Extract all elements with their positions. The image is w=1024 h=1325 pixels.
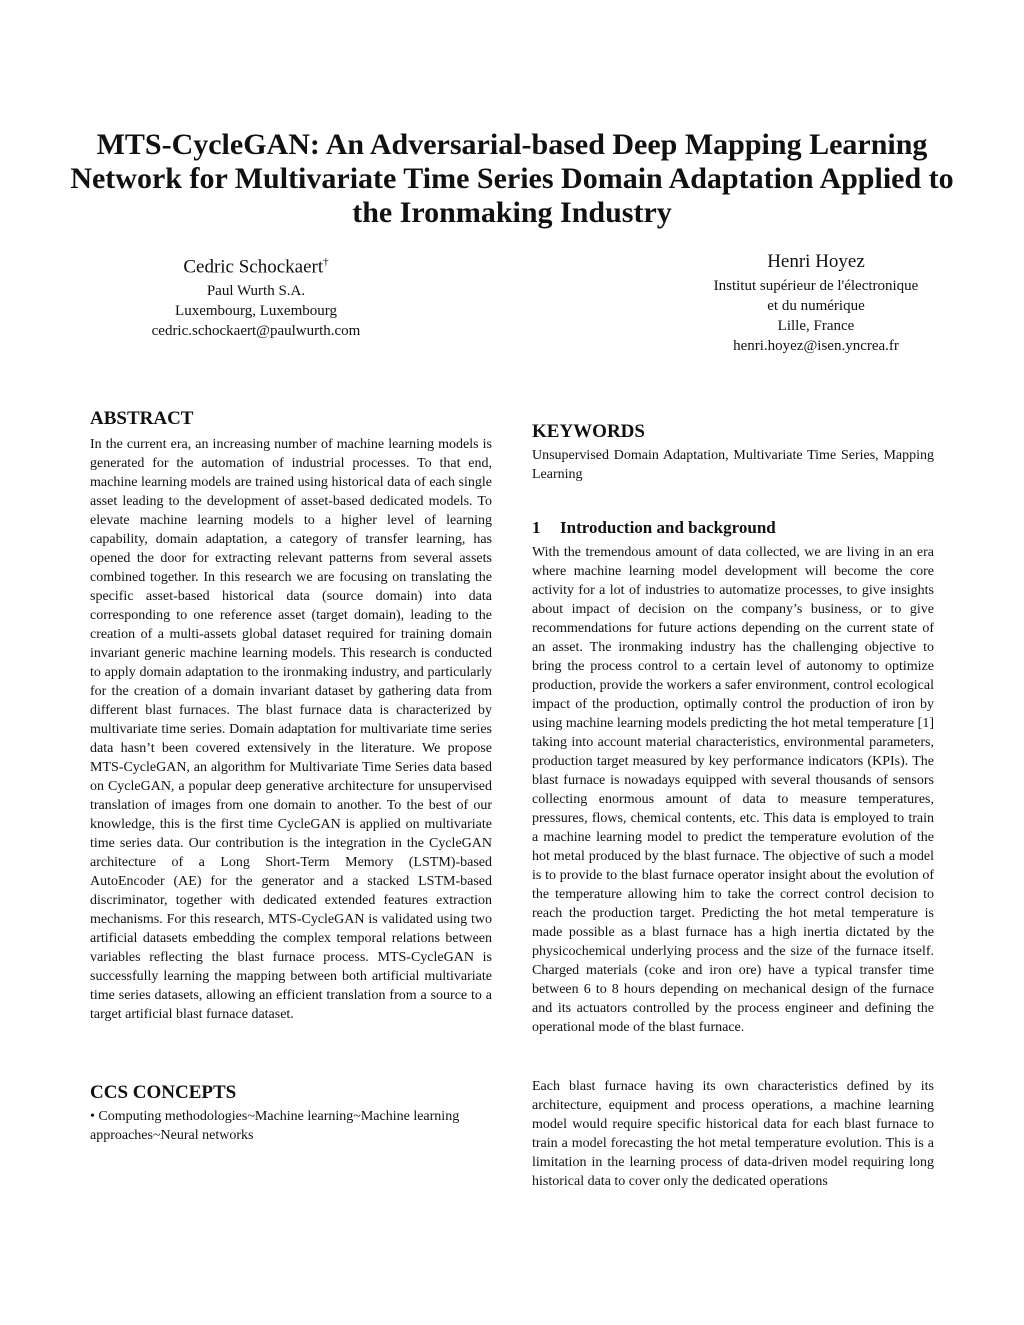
author-location: Lille, France [777,318,855,334]
author-block-2 [680,250,952,356]
abstract-text: In the current era, an increasing number of machine learning models is generated for the automation of industrial processes. To that end, machine learning models are trained using historical data of each single asset leading to the development of asset-based dedicated models. To elevate machine learning models to a higher level of learning capability, domain adaptation, a category of transfer learning, has opened the door for extracting relevant patterns from several assets combined together. In this research we are focusing on translating the specific asset-based historical data (source domain) into data corresponding to one reference asset (target domain), leading to the creation of a multi-assets global dataset required for training domain invariant generic machine learning models. This research is conducted to apply domain adaptation to the ironmaking industry, and particularly for the creation of a domain invariant dataset by gathering data from different blast furnaces. The blast furnace data is characterized by multivariate time series. Domain adaptation for multivariate time series data hasn’t been covered extensively in the literature. We propose MTS-CycleGAN, an algorithm for Multivariate Time Series data based on CycleGAN, a popular deep generative architecture for unsupervised translation of images from one domain to another. To the best of our knowledge, this is the first time CycleGAN is applied on multivariate time series data. Our contribution is the integration in the CycleGAN architecture of a Long Short-Term Memory (LSTM)-based AutoEncoder (AE) for the generator and a stacked LSTM-based discriminator, together with dedicated extended features extraction mechanisms. For this research, MTS-CycleGAN is validated using two artificial datasets embedding the complex temporal relations between variables reflecting the blast furnace process. MTS-CycleGAN is successfully learning the mapping between both artificial multivariate time series datasets, allowing an efficient translation from a source to a target artificial blast furnace dataset. [90,437,492,1022]
author-affiliation-cont: et du numérique [767,298,865,314]
author-email: henri.hoyez@isen.yncrea.fr [733,338,899,354]
author-name: Henri Hoyez [767,251,865,272]
keywords-heading: KEYWORDS [532,421,645,442]
keywords-text: Unsupervised Domain Adaptation, Multivariate Time Series, Mapping Learning [532,448,934,482]
intro-paragraph-2: Each blast furnace having its own characteristics defined by its architecture, equipment and process operations, a machine learning model would require specific historical data for each blast furnace to train a model forecasting the hot metal temperature evolution. This is a limitation in the learning process of data-driven model requiring long historical data to cover only the dedicated operations [532,1079,934,1189]
paper-title: MTS-CycleGAN: An Adversarial-based Deep Mapping Learning Network for Multivariate Time Series Domain Adaptation Applied to the Ironmaking Industry [70,128,954,229]
author-location: Luxembourg, Luxembourg [175,303,337,320]
author-block-1 [96,250,416,341]
abstract-heading: ABSTRACT [90,408,194,429]
ccs-heading: CCS CONCEPTS [90,1082,237,1103]
author-name: Cedric Schockaert† [183,256,329,278]
author-affiliation: Paul Wurth S.A. [206,283,306,300]
author-note-mark: † [323,256,329,268]
author-affiliation: Institut supérieur de l'électronique [713,278,919,294]
author-email: cedric.schockaert@paulwurth.com [151,323,361,340]
intro-heading: 1 Introduction and background [532,518,776,537]
section-number: 1 [532,518,541,537]
intro-paragraph-1: With the tremendous amount of data collected, we are living in an era where machine learning model development will become the core activity for a lot of industries to automatize processes, to give insights about impact of decision on the company’s business, or to give recommendations for future actions depending on the current state of an asset. The ironmaking industry has the challenging objective to bring the process control to a certain level of autonomy to optimize production, provide the workers a safer environment, control ecological impact of the production, optimally control the production of iron by using machine learning models predicting the hot metal temperature [1] taking into account material characteristics, environmental parameters, production target measured by key performance indicators (KPIs). The blast furnace is nowadays equipped with several thousands of sensors collecting enormous amount of data to measure temperatures, pressures, flows, chemical contents, etc. This data is employed to train a machine learning model to predict the temperature evolution of the hot metal produced by the blast furnace. The objective of such a model is to provide to the blast furnace operator insight about the evolution of the temperature allowing him to take the correct control decision to reach the production target. Predicting the hot metal temperature is made possible as a blast furnace has a high inertia dictated by the physicochemical underlying process and the size of the furnace itself. Charged materials (coke and iron ore) have a typical transfer time between 6 to 8 hours depending on mechanical design of the furnace and its actuators controlled by the process engineer and defining the operational mode of the blast furnace. [532,545,934,1035]
ccs-text: • Computing methodologies~Machine learning~Machine learning approaches~Neural networks [90,1109,460,1143]
